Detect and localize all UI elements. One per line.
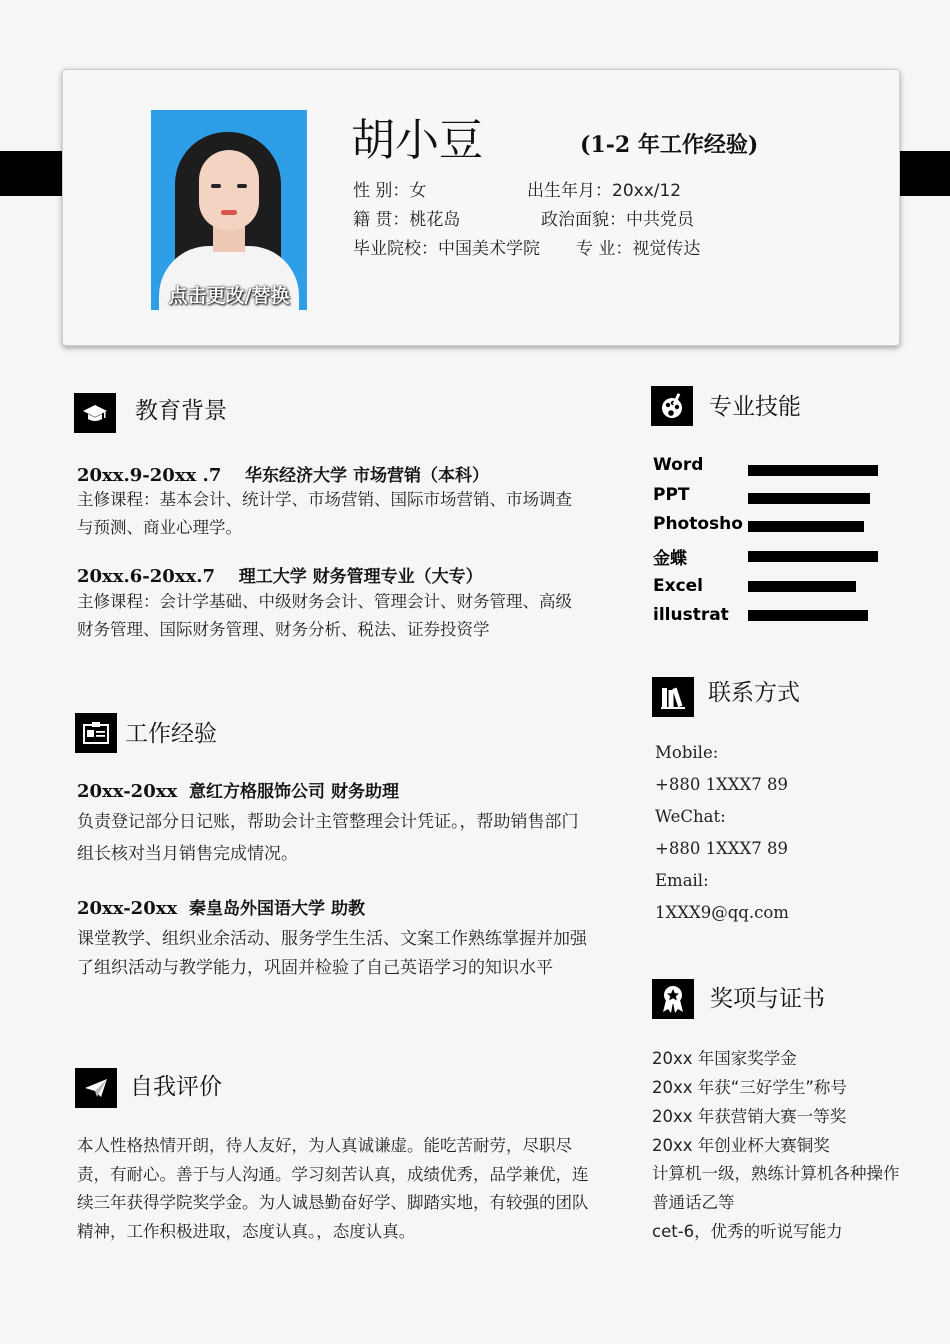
candidate-name: 胡小豆	[351, 115, 483, 166]
experience-years: (1-2 年工作经验)	[580, 132, 759, 158]
edu-entry-2-courses: 主修课程：会计学基础、中级财务会计、管理会计、财务管理、高级财务管理、国际财务管理、财务分析、税法、证券投资学	[77, 592, 572, 639]
award-item: 计算机一级，熟练计算机各种操作	[652, 1164, 900, 1183]
self-eval-title: 自我评价	[130, 1074, 222, 1100]
skills-title: 专业技能	[709, 394, 801, 420]
work-entry-1-date: 20xx-20xx	[77, 781, 178, 802]
skill-label: Photosho	[653, 514, 743, 534]
skill-bar	[748, 581, 856, 592]
info-birth: 出生年月：20xx/12	[527, 181, 682, 201]
work-title: 工作经验	[125, 721, 217, 747]
award-item: 20xx 年获营销大赛一等奖	[652, 1107, 847, 1126]
contact-email-label: Email:	[655, 871, 709, 890]
edu-entry-2-detail: 理工大学 财务管理专业（大专）	[238, 567, 483, 587]
edu-entry-2-date: 20xx.6-20xx.7	[77, 566, 216, 587]
profile-photo[interactable]	[151, 110, 307, 310]
work-entry-1-detail: 意红方格服饰公司 财务助理	[189, 782, 399, 802]
skill-bar	[748, 521, 864, 532]
edu-entry-1-heading	[77, 461, 489, 486]
skill-label: Excel	[653, 576, 704, 596]
work-entry-1-desc: 负责登记部分日记账，帮助会计主管整理会计凭证。，帮助销售部门组长核对当月销售完成情况。	[77, 812, 579, 864]
work-entry-2-detail: 秦皇岛外国语大学 助教	[189, 899, 365, 919]
contact-title: 联系方式	[708, 680, 800, 706]
graduation-cap-icon	[74, 393, 116, 433]
contact-wechat-label: WeChat:	[655, 807, 726, 826]
award-item: 20xx 年创业杯大赛铜奖	[652, 1136, 830, 1155]
edu-entry-1-date: 20xx.9-20xx .7	[77, 465, 222, 486]
skill-bar	[748, 551, 878, 562]
award-item: 20xx 年国家奖学金	[652, 1049, 797, 1068]
awards-title: 奖项与证书	[710, 986, 825, 1012]
paper-plane-icon	[75, 1068, 117, 1108]
header-band-left	[0, 151, 62, 196]
skill-bar	[748, 610, 868, 621]
id-card-icon	[75, 713, 117, 753]
award-ribbon-icon	[652, 979, 694, 1019]
header-band-right	[898, 151, 950, 196]
award-item: cet-6，优秀的听说写能力	[652, 1222, 843, 1241]
palette-icon	[651, 386, 693, 426]
award-item: 普通话乙等	[652, 1193, 735, 1212]
skill-bar	[748, 493, 870, 504]
info-gender: 性 别：女	[353, 181, 427, 201]
education-title: 教育背景	[135, 398, 227, 424]
info-school: 毕业院校：中国美术学院	[353, 239, 540, 259]
info-politics: 政治面貌：中共党员	[541, 210, 694, 230]
contact-mobile[interactable]: +880 1XXX7 89	[655, 775, 789, 794]
edu-entry-1-detail: 华东经济大学 市场营销（本科）	[245, 466, 489, 486]
work-entry-2-heading	[77, 894, 365, 919]
edu-entry-2-heading	[77, 562, 483, 587]
contact-mobile-label: Mobile:	[655, 743, 719, 762]
contact-email[interactable]: 1XXX9@qq.com	[655, 903, 789, 922]
award-item: 20xx 年获“三好学生”称号	[652, 1078, 847, 1097]
contact-wechat[interactable]: +880 1XXX7 89	[655, 839, 789, 858]
skill-bar	[748, 465, 878, 476]
skill-label: Word	[653, 455, 704, 475]
photo-caption[interactable]: 点击更改/替换	[168, 285, 290, 307]
books-icon	[652, 677, 694, 717]
self-eval-text: 本人性格热情开朗，待人友好，为人真诚谦虚。能吃苦耐劳，尽职尽责，有耐心。善于与人沟通。学习刻苦认真，成绩优秀，品学兼优，连续三年获得学院奖学金。为人诚恳勤奋好学、脚踏实地，有较强的团队精神，工作积极进取，态度认真。，态度认真。	[77, 1136, 589, 1241]
work-entry-2-date: 20xx-20xx	[77, 898, 178, 919]
work-entry-2-desc: 课堂教学、组织业余活动、服务学生生活、文案工作熟练掌握并加强了组织活动与教学能力，巩固并检验了自己英语学习的知识水平	[77, 929, 587, 978]
edu-entry-1-courses: 主修课程：基本会计、统计学、市场营销、国际市场营销、市场调查与预测、商业心理学。	[77, 490, 572, 537]
profile-card	[62, 69, 900, 346]
skill-label: 金蝶	[653, 549, 687, 569]
skill-label: illustrat	[653, 605, 729, 625]
work-entry-1-heading	[77, 777, 399, 802]
info-major: 专 业：视觉传达	[576, 239, 701, 259]
info-hometown: 籍 贯：桃花岛	[353, 210, 461, 230]
skill-label: PPT	[653, 485, 690, 505]
